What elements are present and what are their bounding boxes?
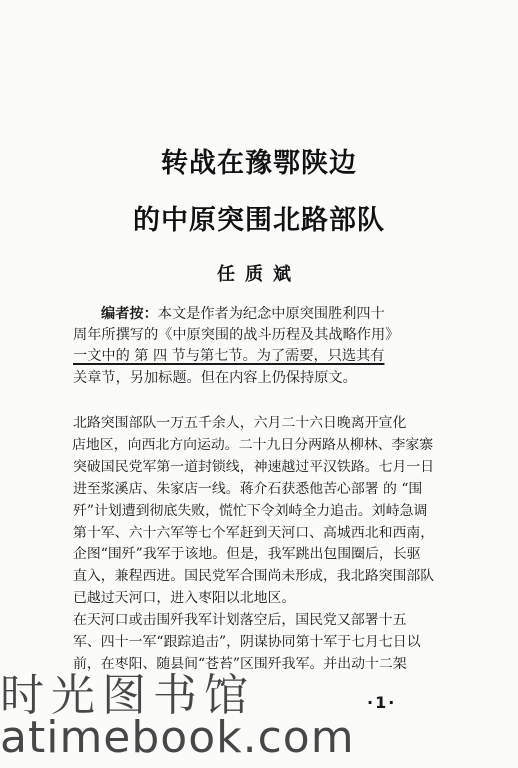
- watermark-chinese: 时光图书馆: [0, 670, 255, 721]
- body-line: 企图“围歼”我军于该地。但是，我军跳出包围圈后，长驱: [73, 546, 421, 563]
- editor-note-label: 编者按：: [101, 306, 158, 322]
- body-text: [73, 413, 457, 676]
- body-line: 歼”计划遭到彻底失败，慌忙下令刘峙全力追击。刘峙急调: [73, 502, 428, 519]
- body-line: 已越过天河口，进入枣阳以北地区。: [73, 590, 296, 607]
- editor-note-line-3: 一文中的 第 四 节与第七节。为了需要，只选其有: [73, 348, 385, 365]
- editor-note-line-4: 关章节，另加标题。但在内容上仍保持原文。: [73, 369, 357, 386]
- body-line: 直入，兼程西进。国民党军合围尚未形成，我北路突围部队: [73, 568, 435, 585]
- author-name: 任质斌: [217, 264, 301, 285]
- body-line: 北路突围部队一万五千余人，六月二十六日晚离开宣化: [73, 415, 407, 431]
- editor-note-line-1-text: 本文是作者为纪念中原突围胜利四十: [157, 306, 385, 322]
- page-number: ·1·: [367, 693, 397, 712]
- editor-note-line-2: 周年所撰写的《中原突围的战斗历程及其战略作用》: [73, 327, 400, 344]
- title-line-1: 转战在豫鄂陕边: [161, 148, 357, 179]
- body-line: 军、四十一军“跟踪追击”，阴谋协同第十军于七月七日以: [73, 634, 421, 651]
- title-line-2: 的中原突围北路部队: [133, 205, 385, 236]
- body-line: 前，在枣阳、随县间“苍苔”区围歼我军。并出动十二架: [73, 655, 407, 672]
- editor-note-line-1: [73, 304, 459, 325]
- body-line: 店地区，向西北方向运动。二十九日分两路从柳林、李家寨: [72, 436, 434, 453]
- body-line: 突破国民党军第一道封锁线，神速越过平汉铁路。七月一日: [73, 458, 435, 475]
- body-line: 第十军、六十六军等七个军赶到天河口、高城西北和西南，: [73, 524, 435, 541]
- body-line: 进至浆溪店、朱家店一线。蒋介石获悉他苦心部署 的 “围: [73, 480, 423, 497]
- watermark-url: atimebook.com: [0, 712, 355, 763]
- body-line: 在天河口或击围歼我军计划落空后，国民党又部署十五: [73, 612, 407, 629]
- editor-note: [73, 304, 459, 389]
